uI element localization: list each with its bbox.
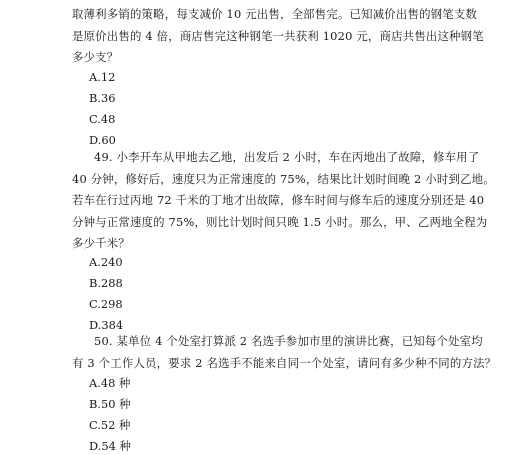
question-49-text: [72, 147, 495, 255]
question-50-option-d: D.54 种: [89, 439, 131, 453]
question-48-line-2: 是原价出售的 4 倍，商店售完这种钢笔一共获利 1020 元，商店共售出这种钢笔: [72, 28, 484, 43]
question-49-line-1: 49. 小李开车从甲地去乙地，出发后 2 小时，车在丙地出了故障，修车用了: [94, 150, 480, 164]
question-50-line-2: 有 3 个工作人员，要求 2 名选手不能来自同一个处室，请问有多少种不同的方法？: [72, 355, 497, 370]
question-48-line-3: 多少支？: [72, 50, 119, 64]
question-50-option-b: B.50 种: [89, 397, 131, 411]
question-48-option-c: C.48: [89, 112, 116, 126]
question-49-line-3: 若车在行过丙地 72 千米的丁地才出故障，修车时间与修车后的速度分别还是 40: [72, 193, 485, 207]
question-50-option-a: A.48 种: [89, 376, 131, 390]
question-48-option-d: D.60: [89, 133, 116, 147]
question-48-option-b: B.36: [89, 91, 116, 105]
question-48-option-a: A.12: [89, 70, 116, 84]
question-49-option-a: A.240: [89, 255, 123, 269]
question-48-line-1: 取薄利多销的策略，每支减价 10 元出售，全部售完。已知减价出售的钢笔支数: [72, 7, 478, 21]
question-50-line-1: 50. 某单位 4 个处室打算派 2 名选手参加市里的演讲比赛，已知每个处室均: [94, 334, 483, 348]
question-49-option-d: D.384: [89, 318, 124, 332]
question-49-line-2: 40 分钟，修好后，速度只为正常速度的 75%，结果比计划时间晚 2 小时到乙地。: [72, 171, 495, 186]
question-50-option-c: C.52 种: [89, 418, 131, 432]
question-49-line-4: 分钟与正常速度的 75%，则比计划时间只晚 1.5 小时。那么，甲、乙两地全程为: [72, 214, 488, 229]
question-49-line-5: 多少千米？: [72, 236, 130, 250]
question-49-option-b: B.288: [89, 276, 123, 290]
question-49-option-c: C.298: [89, 297, 123, 311]
question-48-text: [72, 4, 484, 69]
question-50-text: [72, 331, 497, 374]
